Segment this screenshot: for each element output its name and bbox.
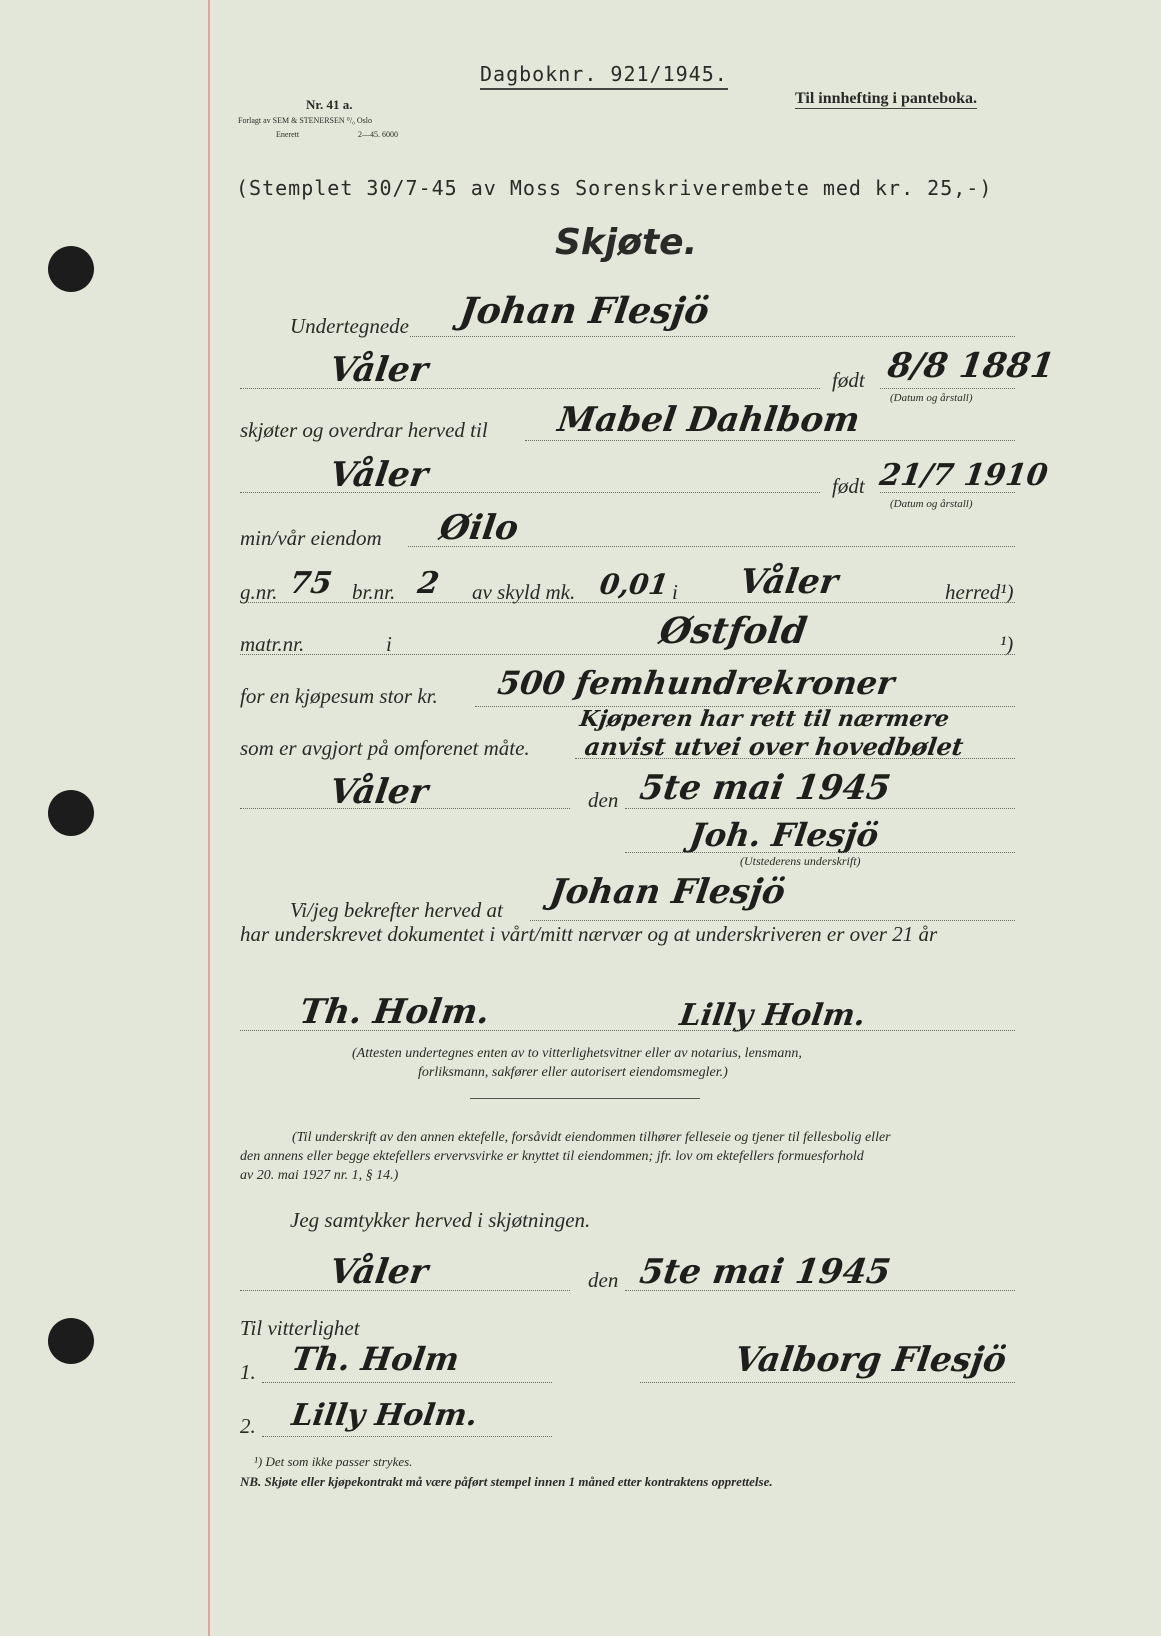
- spouse-note-3: av 20. mai 1927 nr. 1, § 14.): [240, 1168, 399, 1183]
- dotted-line: [262, 1382, 552, 1383]
- herred-label: herred¹): [945, 580, 1014, 604]
- signing-date: 5te mai 1945: [637, 768, 894, 808]
- attest-note-2: forliksmann, sakfører eller autorisert eiendomsmegler.): [418, 1065, 728, 1080]
- vitterlighet-label: Til vitterlighet: [240, 1316, 360, 1340]
- utsteder-caption: (Utstederens underskrift): [740, 854, 861, 868]
- fodt-label: født: [832, 474, 865, 498]
- kjopesum-value: 500 femhundrekroner: [495, 664, 897, 702]
- witness-signature-2: Lilly Holm.: [677, 998, 868, 1033]
- witness-number-1: 1.: [240, 1360, 256, 1384]
- herred-value: Våler: [737, 562, 841, 602]
- brnr-label: br.nr.: [352, 580, 396, 604]
- stamp-note: (Stemplet 30/7-45 av Moss Sorenskriverembete med kr. 25,-): [236, 176, 993, 200]
- dotted-line: [625, 1290, 1015, 1291]
- fodt-label: født: [832, 368, 865, 392]
- dotted-line: [240, 1290, 570, 1291]
- brnr-value: 2: [415, 566, 442, 601]
- margin-rule: [208, 0, 210, 1636]
- matrnr-label: matr.nr.: [240, 632, 305, 656]
- footnote-1: ¹) Det som ikke passer strykes.: [254, 1454, 413, 1469]
- skyld-label: av skyld mk.: [472, 580, 576, 604]
- vitterlighet-signature-2: Lilly Holm.: [289, 1398, 480, 1433]
- spouse-note-1: (Til underskrift av den annen ektefelle, forsåvidt eiendommen tilhører felleseie og tjener til fellesbolig eller: [292, 1130, 891, 1145]
- document-title: Skjøte.: [555, 222, 698, 263]
- attest-note-1: (Attesten undertegnes enten av to vitterlighetsvitner eller av notarius, lensmann,: [352, 1046, 802, 1061]
- dotted-line: [410, 336, 1015, 337]
- dotted-line: [262, 1436, 552, 1437]
- kjopesum-label: for en kjøpesum stor kr.: [240, 684, 438, 708]
- matr-i-label: i: [386, 632, 392, 656]
- dotted-line: [880, 388, 1015, 389]
- dotted-line: [625, 852, 1015, 853]
- dotted-line: [240, 1030, 1015, 1031]
- spouse-date: 5te mai 1945: [637, 1252, 894, 1292]
- undertegnede-label: Undertegnede: [290, 314, 409, 338]
- eiendom-label: min/vår eiendom: [240, 526, 382, 550]
- journal-number: Dagboknr. 921/1945.: [480, 62, 728, 90]
- gnr-value: 75: [287, 566, 335, 601]
- form-number: Nr. 41 a.: [306, 97, 353, 112]
- signing-place: Våler: [327, 772, 431, 812]
- avgjort-label: som er avgjort på omforenet måte.: [240, 736, 530, 760]
- dotted-line: [575, 758, 1015, 759]
- punch-hole-middle: [48, 790, 94, 836]
- spouse-signature: Valborg Flesjö: [732, 1340, 1009, 1380]
- grantor-name: Johan Flesjö: [457, 290, 712, 332]
- grantee-birthdate: 21/7 1910: [877, 458, 1050, 493]
- witness-number-2: 2.: [240, 1414, 256, 1438]
- bekrefter-label: Vi/jeg bekrefter herved at: [290, 898, 503, 922]
- avgjort-value-2: anvist utvei over hovedbølet: [582, 732, 966, 761]
- publisher-line: Forlagt av SEM & STENERSEN ⁰/₀ Oslo: [238, 116, 372, 125]
- publisher-enerett: Enerett: [276, 130, 300, 139]
- skjoter-label: skjøter og overdrar herved til: [240, 418, 488, 442]
- skyld-value: 0,01: [597, 568, 671, 601]
- dotted-line: [240, 602, 1015, 603]
- footnote-2: NB. Skjøte eller kjøpekontrakt må være påført stempel innen 1 måned etter kontraktens opprettelse.: [240, 1474, 773, 1489]
- grantor-place: Våler: [327, 350, 431, 390]
- grantee-name: Mabel Dahlbom: [555, 400, 863, 440]
- county-suffix: ¹): [1000, 632, 1014, 656]
- i-label: i: [672, 580, 678, 604]
- samtykker-text: Jeg samtykker herved i skjøtningen.: [290, 1208, 591, 1232]
- punch-hole-top: [48, 246, 94, 292]
- spouse-note-2: den annens eller begge ektefellers ervervsvirke er knyttet til eiendommen; jfr. lov om ektefellers formuesforhold: [240, 1149, 864, 1164]
- witness-signature-1: Th. Holm.: [297, 992, 493, 1032]
- til-innhefting-label: Til innhefting i panteboka.: [795, 90, 977, 107]
- grantor-signature: Joh. Flesjö: [687, 816, 881, 854]
- gnr-label: g.nr.: [240, 580, 278, 604]
- den-label: den: [588, 788, 619, 812]
- vitterlighet-signature-1: Th. Holm: [289, 1340, 462, 1378]
- punch-hole-bottom: [48, 1318, 94, 1364]
- dotted-line: [525, 440, 1015, 441]
- avgjort-value-1: Kjøperen har rett til nærmere: [578, 706, 951, 732]
- dotted-line: [625, 808, 1015, 809]
- datum-caption: (Datum og årstall): [890, 498, 973, 510]
- property-name: Øilo: [437, 508, 521, 548]
- dotted-line: [530, 920, 1015, 921]
- county-value: Østfold: [657, 610, 810, 652]
- grantee-place: Våler: [327, 455, 431, 495]
- underskrevet-text: har underskrevet dokumentet i vårt/mitt nærvær og at underskriveren er over 21 år: [240, 922, 938, 946]
- spouse-den-label: den: [588, 1268, 619, 1292]
- spouse-place: Våler: [327, 1252, 431, 1292]
- publisher-print-run: 2—45. 6000: [358, 130, 398, 139]
- datum-caption: (Datum og årstall): [890, 392, 973, 404]
- dotted-line: [640, 1382, 1015, 1383]
- dotted-line: [240, 654, 1015, 655]
- bekrefter-value: Johan Flesjö: [547, 872, 788, 912]
- grantor-birthdate: 8/8 1881: [885, 346, 1058, 386]
- divider: [470, 1098, 700, 1099]
